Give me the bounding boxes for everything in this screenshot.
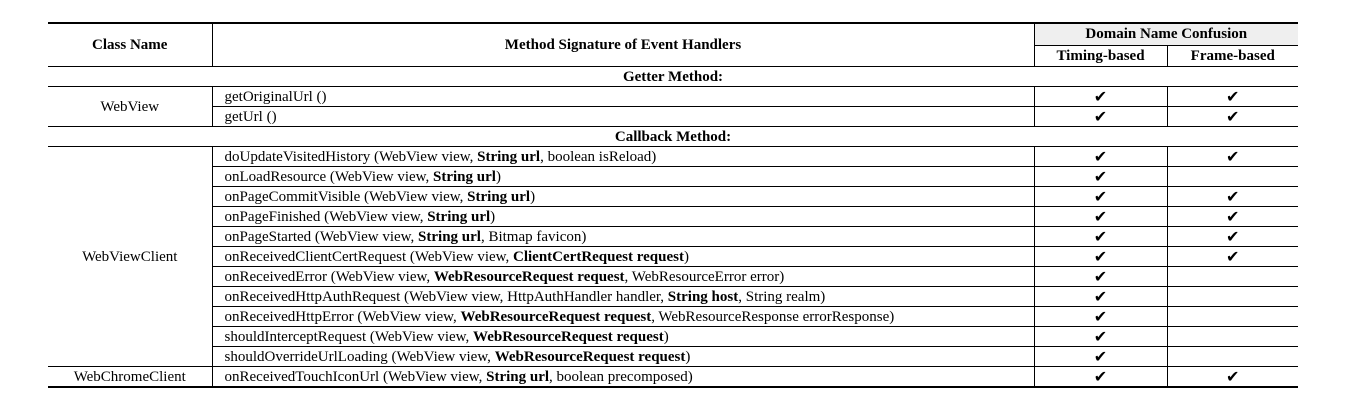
timing-based-cell [1034, 247, 1167, 267]
checkmark-icon: ✔ [1093, 147, 1108, 166]
class-name-cell: WebViewClient [48, 147, 212, 367]
event-handler-table [48, 22, 1298, 388]
timing-based-cell [1034, 327, 1167, 347]
frame-based-cell [1167, 187, 1298, 207]
frame-based-cell [1167, 327, 1298, 347]
url-parameter: WebResourceRequest request [473, 328, 664, 345]
signature-text: onReceivedTouchIconUrl (WebView view, [224, 368, 487, 385]
method-signature-cell [212, 87, 1034, 107]
signature-text: , boolean precomposed) [549, 368, 693, 385]
url-parameter: String url [477, 148, 541, 165]
timing-based-cell [1034, 227, 1167, 247]
checkmark-icon: ✔ [1226, 207, 1240, 226]
signature-text: onReceivedError (WebView view, [224, 268, 434, 285]
frame-based-cell [1167, 267, 1298, 287]
frame-based-cell [1167, 227, 1298, 247]
frame-based-cell [1167, 167, 1298, 187]
method-signature-cell [212, 287, 1034, 307]
checkmark-icon: ✔ [1093, 267, 1108, 286]
checkmark-icon: ✔ [1093, 207, 1108, 226]
class-name-cell: WebChromeClient [48, 367, 212, 388]
url-parameter: String url [486, 368, 550, 385]
url-parameter: WebResourceRequest request [460, 308, 652, 325]
checkmark-icon: ✔ [1093, 107, 1108, 126]
method-signature-cell [212, 147, 1034, 167]
timing-based-cell [1034, 347, 1167, 367]
timing-based-cell [1034, 267, 1167, 287]
checkmark-icon: ✔ [1093, 87, 1108, 106]
header-method-signature: Method Signature of Event Handlers [212, 23, 1034, 67]
frame-based-cell [1167, 287, 1298, 307]
class-name-cell: WebView [48, 87, 212, 127]
checkmark-icon: ✔ [1226, 87, 1240, 106]
table-body [48, 67, 1298, 388]
checkmark-icon: ✔ [1226, 367, 1240, 386]
checkmark-icon: ✔ [1093, 307, 1108, 326]
method-signature-cell [212, 307, 1034, 327]
checkmark-icon: ✔ [1093, 167, 1108, 186]
url-parameter: String url [427, 208, 491, 225]
method-signature-cell [212, 207, 1034, 227]
signature-text: ) [683, 248, 689, 265]
url-parameter: String host [667, 288, 739, 305]
timing-based-cell [1034, 307, 1167, 327]
url-parameter: String url [467, 188, 531, 205]
signature-text: onPageStarted (WebView view, [224, 228, 419, 245]
signature-text: ) [530, 188, 536, 205]
table-row [48, 147, 1298, 167]
method-signature-cell [212, 227, 1034, 247]
table-row [48, 207, 1298, 227]
signature-text: ) [495, 168, 501, 185]
table-row [48, 167, 1298, 187]
method-signature-cell [212, 187, 1034, 207]
table-row [48, 287, 1298, 307]
timing-based-cell [1034, 167, 1167, 187]
signature-text: ) [685, 348, 691, 365]
section-callback-method: Callback Method: [48, 127, 1298, 147]
signature-text: onReceivedClientCertRequest (WebView view, [224, 248, 514, 265]
checkmark-icon: ✔ [1226, 187, 1240, 206]
url-parameter: String url [418, 228, 481, 245]
frame-based-cell [1167, 367, 1298, 388]
checkmark-icon: ✔ [1226, 227, 1240, 246]
table-row [48, 247, 1298, 267]
timing-based-cell [1034, 287, 1167, 307]
method-signature-cell [212, 367, 1034, 388]
signature-text: onPageFinished (WebView view, [224, 208, 428, 225]
frame-based-cell [1167, 147, 1298, 167]
timing-based-cell [1034, 367, 1167, 388]
signature-text: , String realm) [738, 288, 826, 305]
signature-text: getOriginalUrl () [224, 88, 327, 105]
frame-based-cell [1167, 307, 1298, 327]
table-row [48, 87, 1298, 107]
timing-based-cell [1034, 87, 1167, 107]
signature-text: , WebResourceError error) [624, 268, 785, 285]
table-row [48, 267, 1298, 287]
checkmark-icon: ✔ [1093, 187, 1108, 206]
header-timing-based: Timing-based [1034, 45, 1167, 67]
signature-text: shouldInterceptRequest (WebView view, [224, 328, 474, 345]
method-signature-cell [212, 267, 1034, 287]
table-row [48, 307, 1298, 327]
frame-based-cell [1167, 207, 1298, 227]
table-row [48, 107, 1298, 127]
url-parameter: String url [433, 168, 496, 185]
url-parameter: ClientCertRequest request [513, 248, 684, 265]
table-row [48, 327, 1298, 347]
frame-based-cell [1167, 87, 1298, 107]
timing-based-cell [1034, 187, 1167, 207]
signature-text: ) [663, 328, 669, 345]
signature-text: , WebResourceResponse errorResponse) [651, 308, 895, 325]
section-getter-method: Getter Method: [48, 67, 1298, 87]
signature-text: onReceivedHttpError (WebView view, [224, 308, 461, 325]
checkmark-icon: ✔ [1226, 107, 1240, 126]
header-frame-based: Frame-based [1167, 45, 1298, 67]
url-parameter: WebResourceRequest request [494, 348, 686, 365]
method-signature-cell [212, 347, 1034, 367]
signature-text: onPageCommitVisible (WebView view, [224, 188, 468, 205]
signature-text: shouldOverrideUrlLoading (WebView view, [224, 348, 495, 365]
signature-text: , boolean isReload) [540, 148, 657, 165]
signature-text: , Bitmap favicon) [480, 228, 587, 245]
timing-based-cell [1034, 207, 1167, 227]
checkmark-icon: ✔ [1093, 247, 1108, 266]
header-class-name: Class Name [48, 23, 212, 67]
checkmark-icon: ✔ [1093, 347, 1108, 366]
timing-based-cell [1034, 107, 1167, 127]
table-row [48, 347, 1298, 367]
method-signature-cell [212, 107, 1034, 127]
signature-text: getUrl () [224, 108, 277, 125]
url-parameter: WebResourceRequest request [433, 268, 625, 285]
checkmark-icon: ✔ [1226, 247, 1240, 266]
checkmark-icon: ✔ [1093, 327, 1108, 346]
frame-based-cell [1167, 347, 1298, 367]
checkmark-icon: ✔ [1226, 147, 1240, 166]
checkmark-icon: ✔ [1093, 367, 1108, 386]
checkmark-icon: ✔ [1093, 287, 1108, 306]
checkmark-icon: ✔ [1093, 227, 1108, 246]
table-row [48, 227, 1298, 247]
table-row [48, 187, 1298, 207]
method-signature-cell [212, 247, 1034, 267]
signature-text: onLoadResource (WebView view, [224, 168, 434, 185]
method-signature-cell [212, 167, 1034, 187]
timing-based-cell [1034, 147, 1167, 167]
frame-based-cell [1167, 107, 1298, 127]
signature-text: onReceivedHttpAuthRequest (WebView view, HttpAuthHandler handler, [224, 288, 668, 305]
signature-text: doUpdateVisitedHistory (WebView view, [224, 148, 478, 165]
table-row [48, 367, 1298, 388]
frame-based-cell [1167, 247, 1298, 267]
signature-text: ) [490, 208, 496, 225]
method-signature-cell [212, 327, 1034, 347]
header-domain-name-confusion: Domain Name Confusion [1034, 23, 1298, 45]
